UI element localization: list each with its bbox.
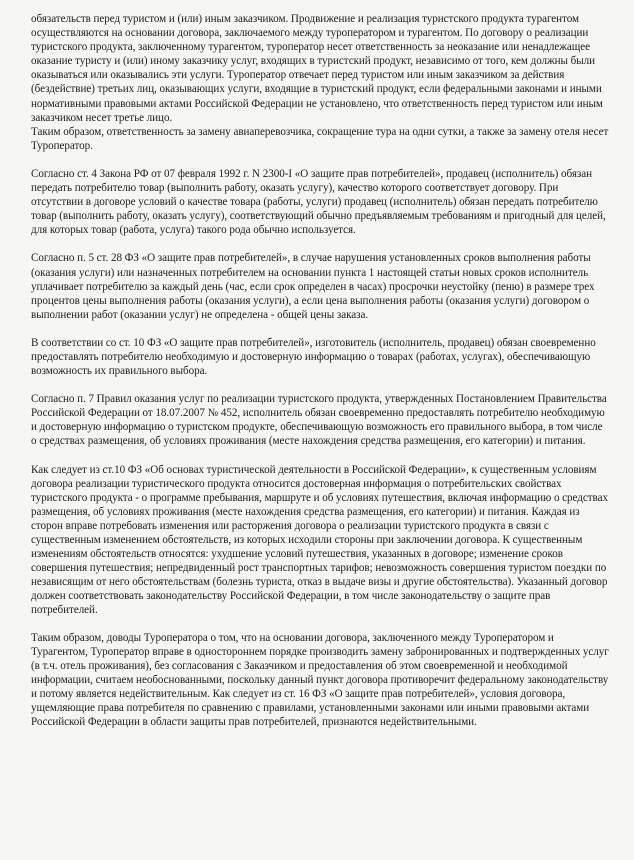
paragraph-article-28: Согласно п. 5 ст. 28 ФЗ «О защите прав потребителей», в случае нарушения установленных сроков выполнения работы (оказания услуги) или назначенных потребителем на основании пункта 1 настоящей статьи новых сроков исполнитель уплачивает потребителю за каждый день (час, если срок определен в часах) просрочки неустойку (пеню) в размере трех процентов цены выполнения работы (оказания услуги), а если цена выполнения работы (оказания услуги) договором о выполнении работ (оказании услуг) не определена - общей цены заказа. (31, 252, 595, 321)
paragraph-tourism-law-article-10: Как следует из ст.10 ФЗ «Об основах туристической деятельности в Российской Федерации», к существенным условиям договора реализации туристического продукта относится достоверная информация о потребительских свойствах туристского продукта - о программе пребывания, маршруте и об условиях путешествия, включая информацию о средствах размещения, об условиях проживания (месте нахождения средства размещения, его категории) и питания. Каждая из сторон вправе потребовать изменения или расторжения договора о реализации туристского продукта в связи с существенным изменением обстоятельств, из которых исходили стороны при заключении договора. К существенным изменениям обстоятельств относятся: ухудшение условий путешествия, указанных в договоре; изменение сроков совершения путешествия; непредвиденный рост транспортных тарифов; невозможность совершения туристом поездки по независящим от него обстоятельствам (болезнь туриста, отказ в выдаче визы и другие обстоятельства). Указанный договор должен соответствовать законодательству Российской Федерации, в том числе законодательству о защите прав потребителей. (31, 463, 608, 617)
paragraph-final-conclusion: Таким образом, доводы Туроператора о том, что на основании договора, заключенного между Туроператором и Турагентом, Туроператор вправе в одностороннем порядке производить замену забронированных и подтвержденных услуг (в т.ч. отель проживания), без согласования с Заказчиком и предоставления об этом своевременной и необходимой информации, считаем необоснованными, поскольку данный пункт договора противоречит федеральному законодательству и потому является недействительным. Как следует из ст. 16 ФЗ «О защите прав потребителей», условия договора, ущемляющие права потребителя по сравнению с правилами, установленными законами или иными правовыми актами Российской Федерации в области защиты прав потребителей, признаются недействительными. (31, 631, 609, 729)
paragraph-rules-item-7: Согласно п. 7 Правил оказания услуг по реализации туристского продукта, утвержденных Постановлением Правительства Российской Федерации от 18.07.2007 № 452, исполнитель обязан своевременно предоставлять потребителю необходимую и достоверную информацию о туристском продукте, обеспечивающую возможность его правильного выбора, в том числе о средствах размещения, об условиях проживания (месте нахождения средства размещения, его категории) и питания. (31, 393, 607, 448)
paragraph-operator-liability: обязательств перед туристом и (или) иным заказчиком. Продвижение и реализация туристского продукта турагентом осуществляются на основании договора, заключаемого между туроператором и турагентом. По договору о реализации туристского продукта, заключенному турагентом, туроператор несет ответственность за неоказание или ненадлежащее оказание туристу и (или) иному заказчику услуг, входящих в туристский продукт, независимо от того, кем должны были оказываться или оказывались эти услуги. Туроператор отвечает перед туристом или иным заказчиком за действия (бездействие) третьих лиц, оказывающих услуги, входящие в туристский продукт, если федеральными законами и иными нормативными правовыми актами Российской Федерации не установлено, что ответственность перед туристом или иным заказчиком несет третье лицо. (31, 13, 603, 124)
paragraph-article-4: Согласно ст. 4 Закона РФ от 07 февраля 1992 г. N 2300-I «О защите прав потребителей», продавец (исполнитель) обязан передать потребителю товар (выполнить работу, оказать услугу), качество которого соответствует договору. При отсутствии в договоре условий о качестве товара (работы, услуги) продавец (исполнитель) обязан передать потребителю товар (выполнить работу, оказать услугу), соответствующий обычно предъявляемым требованиям и пригодный для целей, для которых товар (работа, услуга) такого рода обычно используется. (31, 167, 606, 237)
paragraph-conclusion-replacement: Таким образом, ответственность за замену авиаперевозчика, сокращение тура на одни сутки, а также за замену отеля несет Туроператор. (31, 125, 609, 152)
paragraph-article-10: В соответствии со ст. 10 ФЗ «О защите прав потребителей», изготовитель (исполнитель, продавец) обязан своевременно предоставлять потребителю необходимую и достоверную информацию о товарах (работах, услугах), обеспечивающую возможность их правильного выбора. (31, 336, 596, 378)
